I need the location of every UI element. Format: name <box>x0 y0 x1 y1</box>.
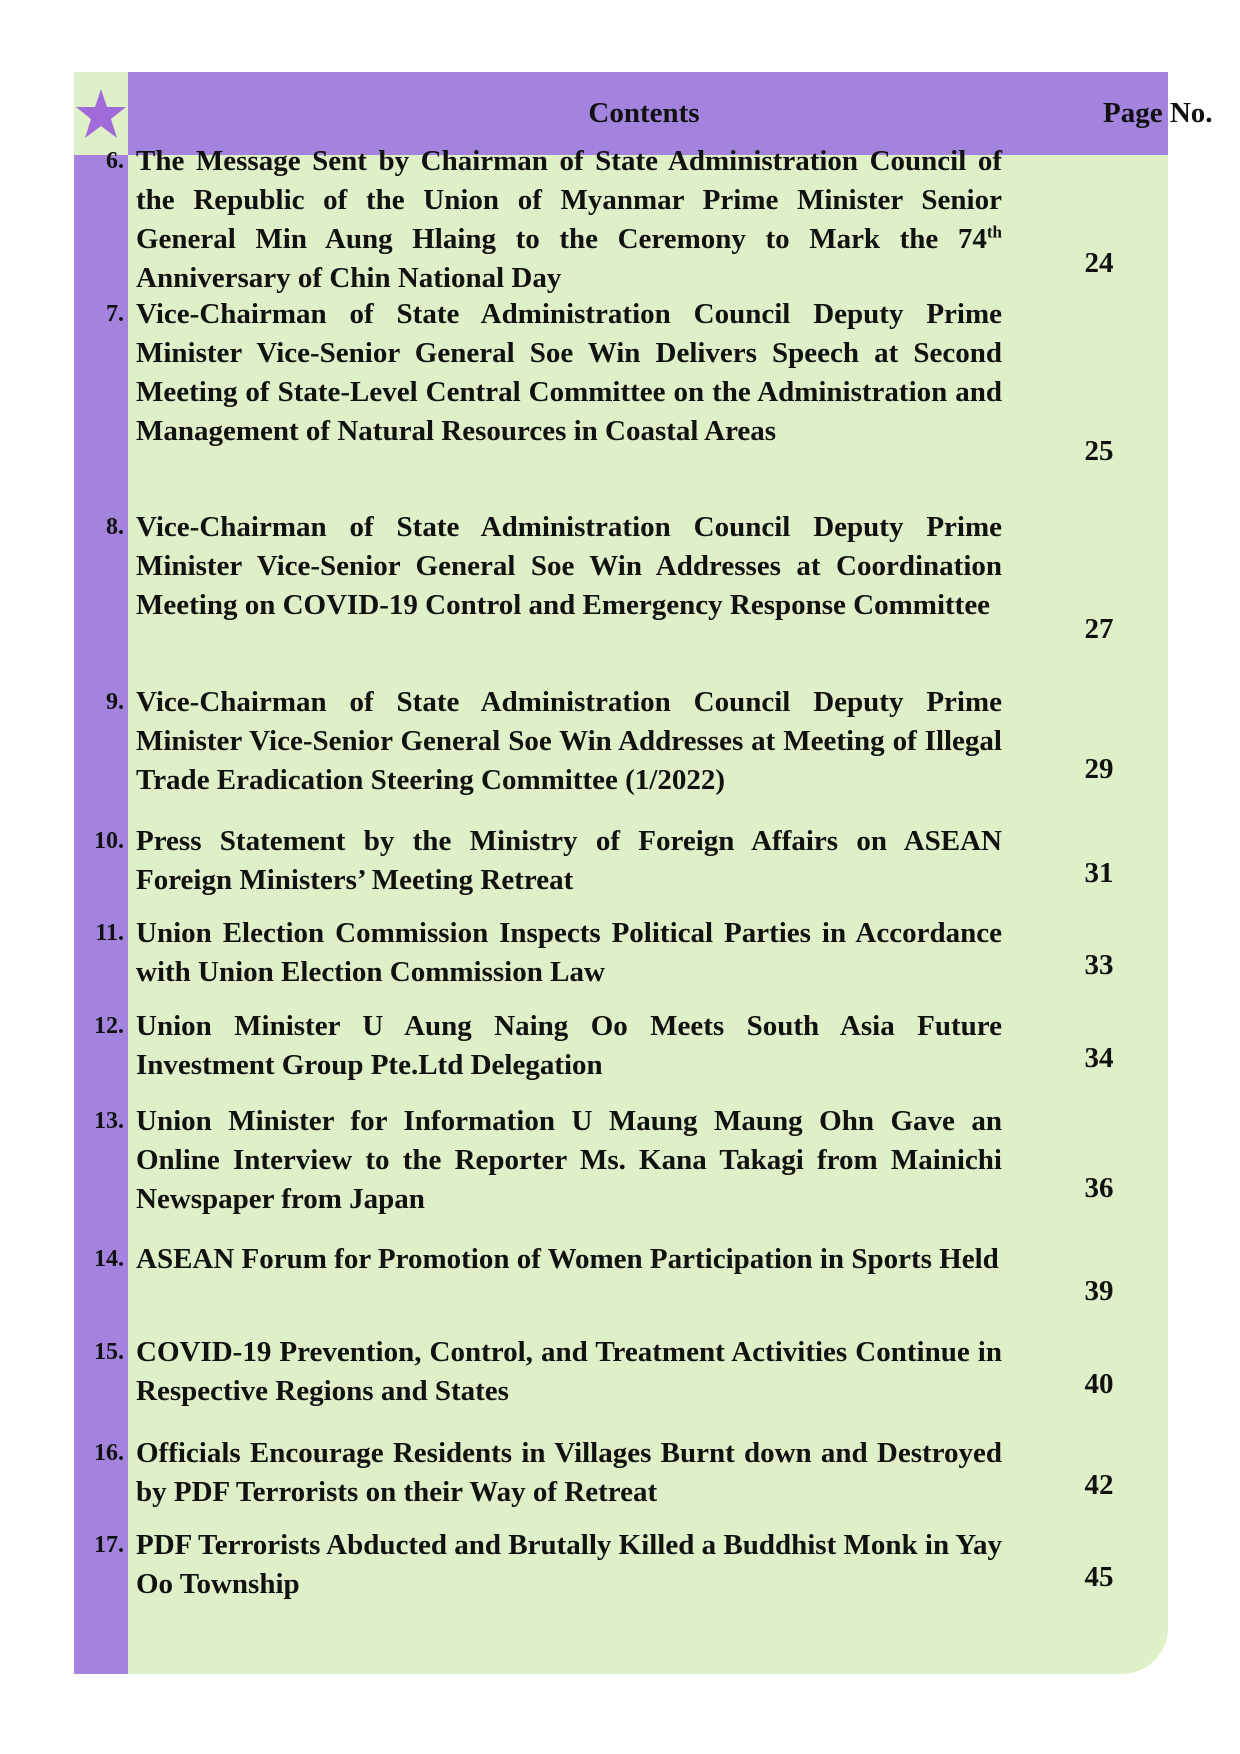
entry-page: 36 <box>1084 1172 1114 1204</box>
entry-number: 7. <box>106 301 124 327</box>
entry-page: 40 <box>1084 1368 1114 1400</box>
entry-page: 31 <box>1084 857 1114 889</box>
entry-title[interactable]: Press Statement by the Ministry of Foreign Affairs on ASEAN Foreign Ministers’ Meeting Retreat <box>136 825 1002 896</box>
entry-title[interactable]: Union Election Commission Inspects Political Parties in Accordance with Union Election Commission Law <box>136 917 1002 988</box>
entry-page: 24 <box>1084 247 1114 279</box>
entry-title[interactable]: Vice-Chairman of State Administration Council Deputy Prime Minister Vice-Senior General Soe Win Delivers Speech at Second Meeting of State-Level Central Committee on the Administration and Management of Natural Resources in Coastal Areas <box>136 298 1002 447</box>
entry-page: 33 <box>1084 949 1114 981</box>
entry-title[interactable]: Union Minister U Aung Naing Oo Meets South Asia Future Investment Group Pte.Ltd Delegation <box>136 1010 1002 1081</box>
entry-number: 13. <box>94 1108 124 1134</box>
entry-title[interactable]: Officials Encourage Residents in Villages Burnt down and Destroyed by PDF Terrorists on their Way of Retreat <box>136 1437 1002 1508</box>
entry-page: 34 <box>1084 1042 1114 1074</box>
entry-number: 10. <box>94 828 124 854</box>
entry-number: 16. <box>94 1440 124 1466</box>
entry-page: 42 <box>1084 1469 1114 1501</box>
entry-page: 45 <box>1084 1561 1114 1593</box>
entry-number: 14. <box>94 1246 124 1272</box>
entry-number: 15. <box>94 1339 124 1365</box>
entry-page: 25 <box>1084 435 1114 467</box>
entry-title[interactable]: PDF Terrorists Abducted and Brutally Killed a Buddhist Monk in Yay Oo Township <box>136 1529 1002 1600</box>
entry-title[interactable]: The Message Sent by Chairman of State Administration Council of the Republic of the Union of Myanmar Prime Minister Senior General Min Aung Hlaing to the Ceremony to Mark the 74th Anniversary of Chin National Day <box>136 145 1002 294</box>
entry-page: 27 <box>1084 613 1114 645</box>
entry-number: 17. <box>94 1532 124 1558</box>
entry-number: 11. <box>95 920 124 946</box>
entry-page: 29 <box>1084 753 1114 785</box>
entry-number: 9. <box>106 689 124 715</box>
entry-title[interactable]: ASEAN Forum for Promotion of Women Participation in Sports Held <box>136 1243 999 1275</box>
entry-title[interactable]: Vice-Chairman of State Administration Council Deputy Prime Minister Vice-Senior General Soe Win Addresses at Coordination Meeting on COVID-19 Control and Emergency Response Committee <box>136 511 1002 621</box>
entry-title[interactable]: COVID-19 Prevention, Control, and Treatment Activities Continue in Respective Regions and States <box>136 1336 1002 1407</box>
entry-page: 39 <box>1084 1275 1114 1307</box>
entry-title[interactable]: Vice-Chairman of State Administration Council Deputy Prime Minister Vice-Senior General Soe Win Addresses at Meeting of Illegal Trade Eradication Steering Committee (1/2022) <box>136 686 1002 796</box>
contents-panel <box>74 72 1213 1674</box>
entry-number: 8. <box>106 514 124 540</box>
entry-number: 12. <box>94 1013 124 1039</box>
page-no-heading: Page No. <box>1103 97 1213 129</box>
entry-title[interactable]: Union Minister for Information U Maung Maung Ohn Gave an Online Interview to the Reporter Ms. Kana Takagi from Mainichi Newspaper from Japan <box>136 1105 1002 1215</box>
contents-heading: Contents <box>588 97 700 129</box>
entry-number: 6. <box>106 148 124 174</box>
